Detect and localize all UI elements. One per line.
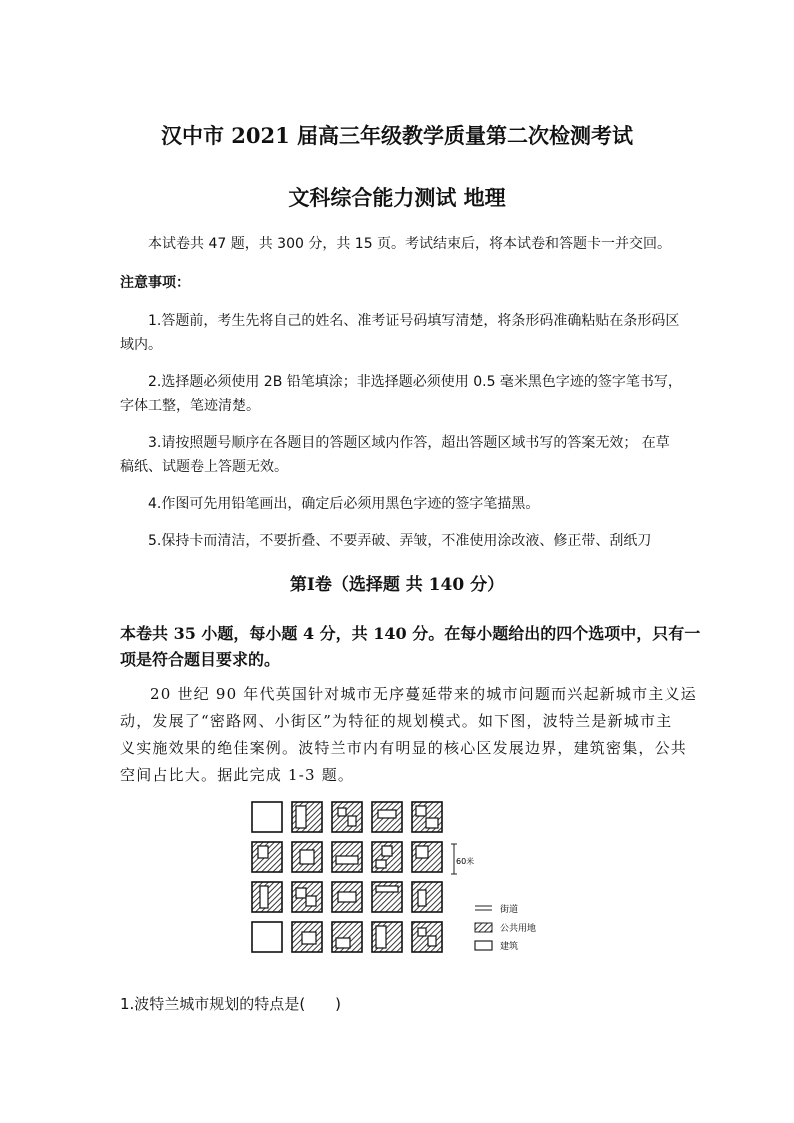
note-4: 4.作图可先用铅笔画出，确定后必须用黑色字迹的签字笔描黑。 xyxy=(148,496,540,512)
question-1: 1.波特兰城市规划的特点是( ) xyxy=(120,995,342,1013)
city-block xyxy=(252,882,282,912)
city-block xyxy=(372,882,402,912)
legend-street xyxy=(475,903,518,915)
legend-building xyxy=(475,940,518,952)
note-3-line-2: 稿纸、试题卷上答题无效。 xyxy=(120,459,288,475)
scale-bar xyxy=(451,844,474,874)
passage-line-4: 空间占比大。据此完成 1-3 题。 xyxy=(120,766,355,784)
section-title: 第Ⅰ卷（选择题 共 140 分） xyxy=(289,575,505,595)
notes-heading: 注意事项： xyxy=(120,275,190,291)
city-block xyxy=(332,882,362,912)
note-2-line-1: 2.选择题必须使用 2B 铅笔填涂；非选择题必须使用 0.5 毫米黑色字迹的签字笔书写， xyxy=(148,374,682,390)
legend-public-land xyxy=(475,922,536,934)
legend-public-land-label: 公共用地 xyxy=(500,924,537,934)
portland-street-grid-figure xyxy=(250,798,560,970)
page-title: 汉中市 2021 届高三年级教学质量第二次检测考试 xyxy=(160,123,634,148)
city-block xyxy=(252,922,282,952)
scale-label: 60米 xyxy=(456,857,475,866)
street-blocks xyxy=(252,802,442,952)
legend-building-label: 建筑 xyxy=(500,942,519,952)
note-1-line-2: 域内。 xyxy=(120,337,162,353)
section-instructions-line-2: 项是符合题目要求的。 xyxy=(120,650,281,669)
city-block xyxy=(412,802,442,832)
city-block xyxy=(412,882,442,912)
city-block xyxy=(252,802,282,832)
city-block xyxy=(292,802,322,832)
city-block xyxy=(332,842,362,872)
city-block xyxy=(292,842,322,872)
city-block xyxy=(332,802,362,832)
city-block xyxy=(412,922,442,952)
note-5: 5.保持卡而清洁，不要折叠、不要弄破、弄皱，不准使用涂改液、修正带、刮纸刀 xyxy=(148,533,652,549)
section-instructions-line-1: 本卷共 35 小题，每小题 4 分，共 140 分。在每小题给出的四个选项中，只有一 xyxy=(120,624,701,643)
city-block xyxy=(372,802,402,832)
intro-text: 本试卷共 47 题，共 300 分，共 15 页。考试结束后，将本试卷和答题卡一并交回。 xyxy=(148,236,672,252)
city-block xyxy=(292,922,322,952)
note-3-line-1: 3.请按照题号顺序在各题目的答题区域内作答，超出答题区域书写的答案无效； 在草 xyxy=(148,435,670,451)
note-2-line-2: 字体工整，笔迹清楚。 xyxy=(120,398,260,414)
city-block xyxy=(332,922,362,952)
city-block xyxy=(372,842,402,872)
city-block xyxy=(372,922,402,952)
page-subtitle: 文科综合能力测试 地理 xyxy=(288,185,506,210)
passage-line-3: 义实施效果的绝佳案例。波特兰市内有明显的核心区发展边界，建筑密集，公共 xyxy=(120,739,688,757)
city-block xyxy=(292,882,322,912)
city-block xyxy=(412,842,442,872)
figure-legend xyxy=(475,903,536,952)
city-block xyxy=(252,842,282,872)
legend-street-label: 街道 xyxy=(500,905,519,915)
note-1-line-1: 1.答题前，考生先将自己的姓名、准考证号码填写清楚，将条形码准确粘贴在条形码区 xyxy=(148,313,680,329)
passage-line-2: 动，发展了“密路网、小街区”为特征的规划模式。如下图，波特兰是新城市主 xyxy=(120,712,673,730)
passage-line-1: 20 世纪 90 年代英国针对城市无序蔓延带来的城市问题而兴起新城市主义运 xyxy=(150,685,697,703)
